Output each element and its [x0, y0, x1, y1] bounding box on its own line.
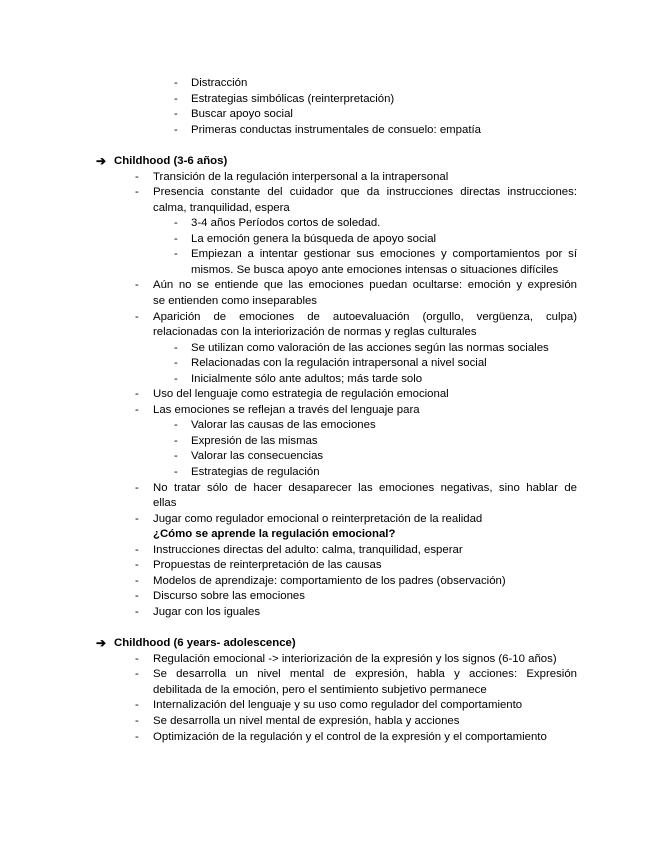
bullet-dash: - [174, 93, 178, 105]
bullet-dash: - [174, 248, 178, 260]
list-item: Se desarrolla un nivel mental de expresión, habla y acciones: Expresión [153, 668, 577, 680]
bullet-dash: - [174, 217, 178, 229]
list-item: Primeras conductas instrumentales de consuelo: empatía [191, 124, 481, 136]
bullet-dash: - [135, 606, 139, 618]
list-item: Instrucciones directas del adulto: calma, tranquilidad, esperar [153, 544, 463, 556]
bullet-dash: - [135, 513, 139, 525]
list-item: Presencia constante del cuidador que da instrucciones directas instrucciones: [153, 186, 577, 198]
bullet-dash: - [135, 715, 139, 727]
bullet-dash: - [135, 731, 139, 743]
list-item-continuation: mismos. Se busca apoyo ante emociones intensas o situaciones difíciles [191, 264, 559, 276]
list-item: 3-4 años Períodos cortos de soledad. [191, 217, 381, 229]
list-item: Relacionadas con la regulación intrapersonal a nivel social [191, 357, 487, 369]
bullet-dash: - [135, 279, 139, 291]
list-item: Transición de la regulación interpersonal a la intrapersonal [153, 171, 449, 183]
bullet-dash: - [135, 575, 139, 587]
list-item: Jugar como regulador emocional o reinterpretación de la realidad [153, 513, 483, 525]
bullet-dash: - [135, 699, 139, 711]
bullet-dash: - [135, 482, 139, 494]
bullet-dash: - [135, 404, 139, 416]
bullet-dash: - [174, 342, 178, 354]
list-item: Regulación emocional -> interiorización de la expresión y los signos (6-10 años) [153, 653, 557, 665]
list-item: Las emociones se reflejan a través del lenguaje para [153, 404, 420, 416]
bullet-dash: - [174, 419, 178, 431]
list-item: Discurso sobre las emociones [153, 590, 305, 602]
list-item: Estrategias simbólicas (reinterpretación) [191, 93, 395, 105]
list-item: Optimización de la regulación y el control de la expresión y el comportamiento [153, 731, 547, 743]
list-item-continuation: relacionadas con la interiorización de normas y reglas culturales [153, 326, 477, 338]
list-item: Aparición de emociones de autoevaluación (orgullo, vergüenza, culpa) [153, 311, 577, 323]
section-heading: Childhood (6 years- adolescence) [114, 637, 296, 649]
bullet-dash: - [135, 186, 139, 198]
list-item: Jugar con los iguales [153, 606, 261, 618]
bullet-dash: - [174, 435, 178, 447]
subsection-question: ¿Cómo se aprende la regulación emocional? [153, 528, 396, 540]
list-item: Se utilizan como valoración de las acciones según las normas sociales [191, 342, 549, 354]
list-item: Valorar las causas de las emociones [191, 419, 376, 431]
bullet-dash: - [135, 668, 139, 680]
bullet-dash: - [174, 357, 178, 369]
bullet-dash: - [135, 171, 139, 183]
arrow-bullet-icon: ➔ [96, 154, 107, 168]
bullet-dash: - [135, 311, 139, 323]
list-item-continuation: se entienden como inseparables [153, 295, 318, 307]
bullet-dash: - [174, 124, 178, 136]
list-item: Propuestas de reinterpretación de las causas [153, 559, 382, 571]
list-item: No tratar sólo de hacer desaparecer las emociones negativas, sino hablar de [153, 482, 577, 494]
list-item: Modelos de aprendizaje: comportamiento de los padres (observación) [153, 575, 506, 587]
bullet-dash: - [174, 233, 178, 245]
list-item: La emoción genera la búsqueda de apoyo social [191, 233, 437, 245]
bullet-dash: - [135, 653, 139, 665]
list-item-continuation: calma, tranquilidad, espera [153, 202, 290, 214]
list-item: Distracción [191, 77, 248, 89]
list-item: Se desarrolla un nivel mental de expresión, habla y acciones [153, 715, 460, 727]
list-item: Empiezan a intentar gestionar sus emociones y comportamientos por sí [191, 248, 577, 260]
bullet-dash: - [174, 466, 178, 478]
list-item-continuation: debilitada de la emoción, pero el sentimiento subjetivo permanece [153, 684, 487, 696]
bullet-dash: - [174, 450, 178, 462]
list-item: Expresión de las mismas [191, 435, 318, 447]
bullet-dash: - [135, 544, 139, 556]
bullet-dash: - [174, 373, 178, 385]
section-heading: Childhood (3-6 años) [114, 155, 228, 167]
list-item: Valorar las consecuencias [191, 450, 324, 462]
list-item: Internalización del lenguaje y su uso como regulador del comportamiento [153, 699, 523, 711]
list-item: Uso del lenguaje como estrategia de regulación emocional [153, 388, 449, 400]
bullet-dash: - [174, 77, 178, 89]
list-item: Buscar apoyo social [191, 108, 293, 120]
bullet-dash: - [135, 590, 139, 602]
bullet-dash: - [135, 388, 139, 400]
list-item: Inicialmente sólo ante adultos; más tarde solo [191, 373, 423, 385]
list-item: Aún no se entiende que las emociones puedan ocultarse: emoción y expresión [153, 279, 577, 291]
arrow-bullet-icon: ➔ [96, 636, 107, 650]
list-item-continuation: ellas [153, 497, 177, 509]
list-item: Estrategias de regulación [191, 466, 320, 478]
bullet-dash: - [135, 559, 139, 571]
bullet-dash: - [174, 108, 178, 120]
